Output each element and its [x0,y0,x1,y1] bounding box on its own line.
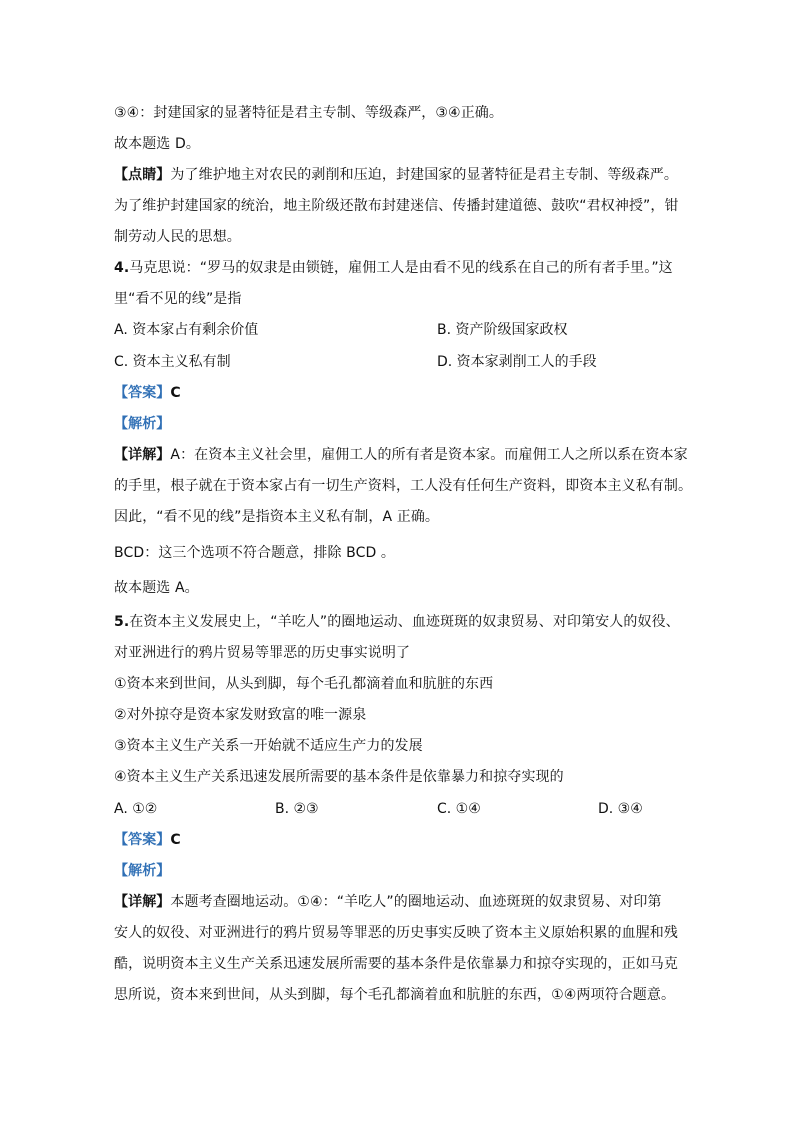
detail-line: 因此，“看不见的线”是指资本主义私有制，A 正确。 [114,509,440,525]
question-5-stem-cont: 对亚洲进行的鸦片贸易等罪恶的历史事实说明了 [114,645,411,661]
detail-text: A：在资本主义社会里，雇佣工人的所有者是资本家。而雇佣工人之所以系在资本家 [170,447,688,463]
statement-2: ②对外掠夺是资本家发财致富的唯一源泉 [114,707,367,723]
detail-label: 【详解】 [114,894,171,910]
answer-value: C [170,385,181,401]
question-stem-text: 马克思说：“罗马的奴隶是由锁链，雇佣工人是由看不见的线系在自己的所有者手里。”这 [129,260,673,276]
text-line [114,165,694,185]
answer-value: C [170,832,181,848]
question-number: 4. [114,260,130,276]
tip-label: 【点睛】 [114,167,171,183]
option-a: A. ①② [114,801,158,817]
option-b: B. ②③ [275,801,319,817]
option-d: D. 资本家剥削工人的手段 [437,354,597,370]
detail-text: 本题考查圈地运动。①④：“羊吃人”的圈地运动、血迹斑斑的奴隶贸易、对印第 [170,894,662,910]
statement-1: ①资本来到世间，从头到脚，每个毛孔都滴着血和肮脏的东西 [114,676,494,692]
option-c: C. 资本主义私有制 [114,354,231,370]
detail-line: 安人的奴役、对亚洲进行的鸦片贸易等罪恶的历史事实反映了资本主义原始积累的血腥和残 [114,925,678,941]
detail-line: 故本题选 A。 [114,580,199,596]
text-line: 故本题选 D。 [114,136,200,152]
analysis-label: 【解析】 [114,863,171,879]
text-line: 为了维护封建国家的统治，地主阶级还散布封建迷信、传播封建道德、鼓吹“君权神授”，钳 [114,198,679,214]
option-d: D. ③④ [598,801,643,817]
statement-3: ③资本主义生产关系一开始就不适应生产力的发展 [114,738,423,754]
answer-line [114,383,694,403]
detail-line: 的手里，根子就在于资本家占有一切生产资料，工人没有任何生产资料，即资本主义私有制。 [114,478,693,494]
answer-label: 【答案】 [114,385,171,401]
detail-line [114,892,694,912]
detail-line [114,445,694,465]
option-c: C. ①④ [437,801,481,817]
text-line: ③④：封建国家的显著特征是君主专制、等级森严，③④正确。 [114,105,504,121]
analysis-label: 【解析】 [114,416,171,432]
detail-line: BCD：这三个选项不符合题意，排除 BCD 。 [114,545,396,561]
detail-label: 【详解】 [114,447,171,463]
question-5-stem [114,612,694,632]
option-a: A. 资本家占有剩余价值 [114,322,259,338]
question-number: 5. [114,614,130,630]
question-stem-text: 在资本主义发展史上，“羊吃人”的圈地运动、血迹斑斑的奴隶贸易、对印第安人的奴役、 [129,614,680,630]
option-b: B. 资产阶级国家政权 [437,322,568,338]
tip-text: 为了维护地主对农民的剥削和压迫，封建国家的显著特征是君主专制、等级森严。 [170,167,679,183]
analysis-line [114,861,694,881]
question-4-stem-cont: 里“看不见的线”是指 [114,291,242,307]
statement-4: ④资本主义生产关系迅速发展所需要的基本条件是依靠暴力和掠夺实现的 [114,769,564,785]
answer-line [114,830,694,850]
analysis-line [114,414,694,434]
detail-line: 酷，说明资本主义生产关系迅速发展所需要的基本条件是依靠暴力和掠夺实现的，正如马克 [114,956,678,972]
detail-line: 思所说，资本来到世间，从头到脚，每个毛孔都滴着血和肮脏的东西，①④两项符合题意。 [114,987,676,1003]
answer-label: 【答案】 [114,832,171,848]
question-4-stem [114,258,694,278]
text-line: 制劳动人民的思想。 [114,229,241,245]
